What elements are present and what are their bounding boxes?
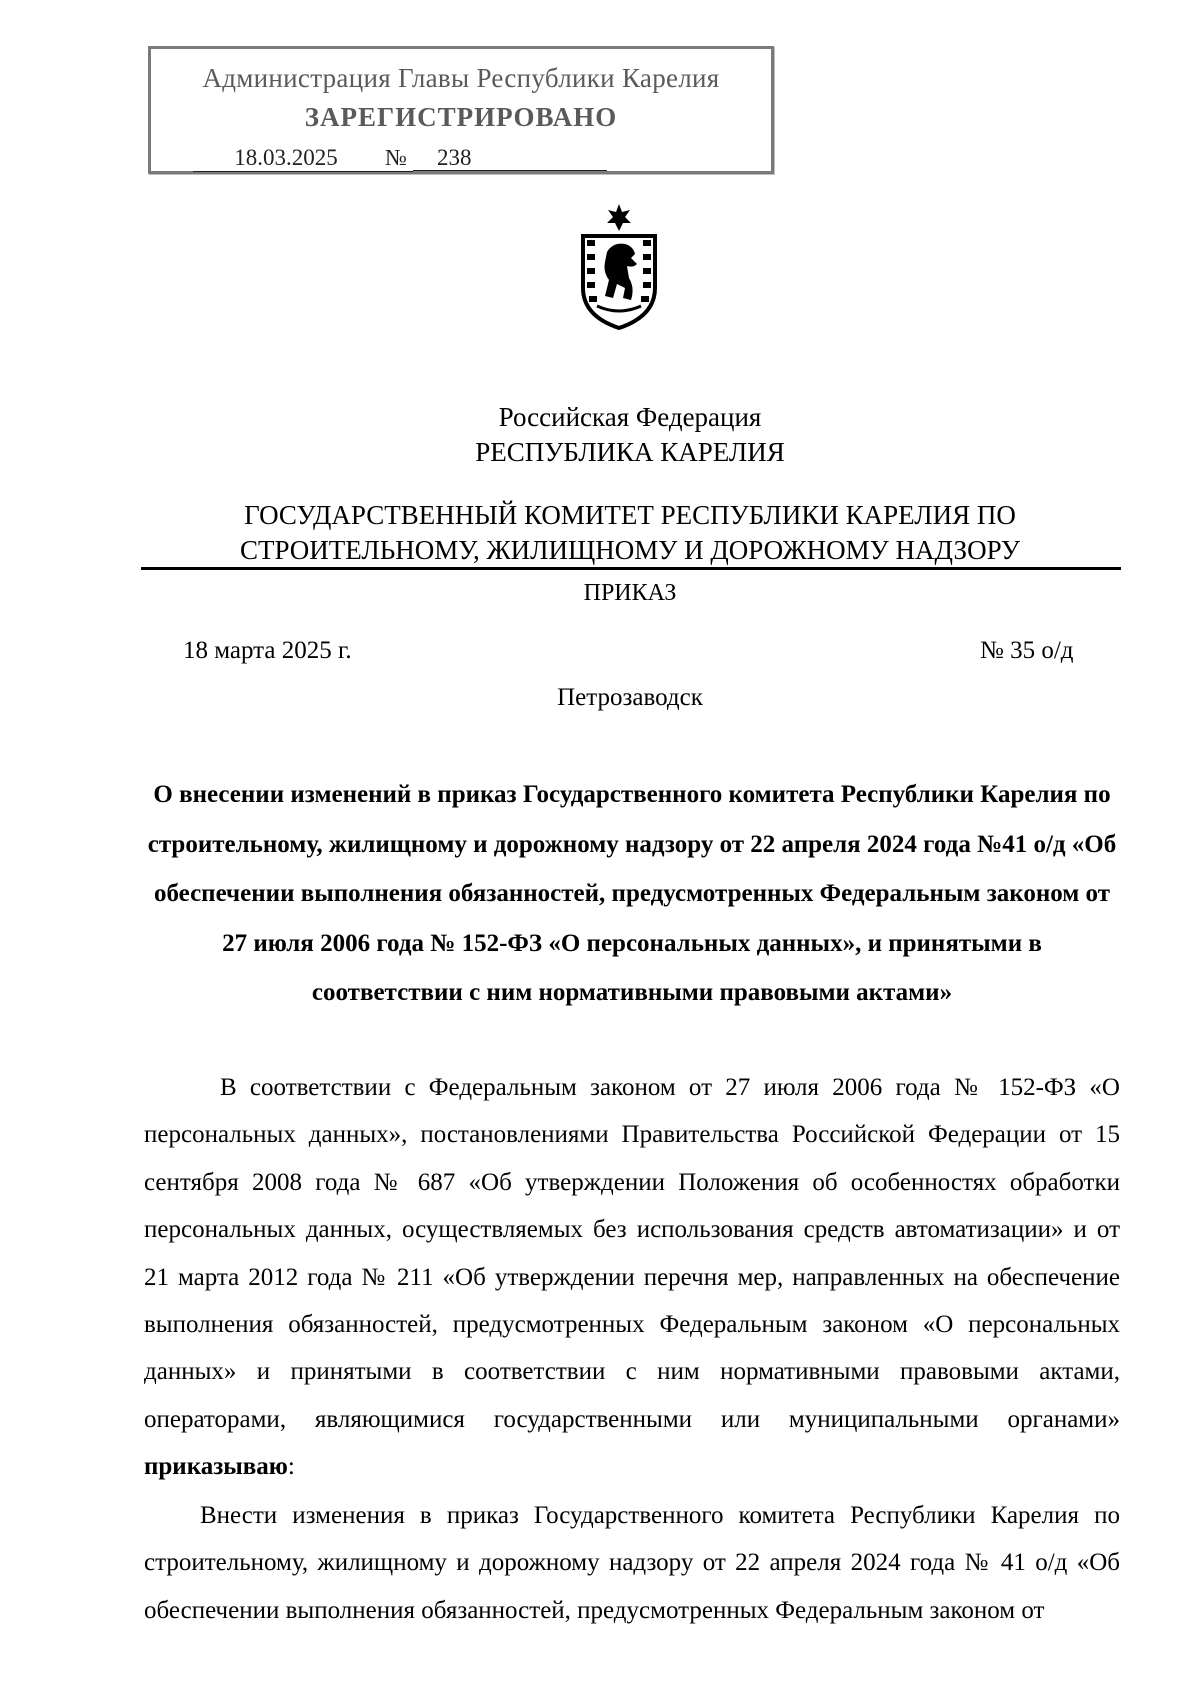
paragraph-1-end: : bbox=[287, 1453, 295, 1481]
stamp-registered-label: ЗАРЕГИСТРИРОВАНО bbox=[304, 102, 618, 132]
order-date: 18 марта 2025 г. bbox=[183, 637, 352, 664]
city-name: Петрозаводск bbox=[557, 684, 703, 711]
header-divider bbox=[141, 567, 1121, 570]
body-paragraph-1 bbox=[144, 1064, 1120, 1491]
stamp-organization: Администрация Главы Республики Карелия bbox=[202, 63, 720, 93]
stamp-number-label: № bbox=[379, 145, 413, 172]
republic-name: РЕСПУБЛИКА КАРЕЛИЯ bbox=[475, 437, 785, 467]
coat-of-arms-karelia-icon bbox=[573, 202, 665, 332]
committee-name-line1: ГОСУДАРСТВЕННЫЙ КОМИТЕТ РЕСПУБЛИКИ КАРЕЛИЯ ПО bbox=[244, 500, 1016, 530]
body-paragraph-2 bbox=[144, 1492, 1120, 1634]
order-title: О внесении изменений в приказ Государственного комитета Республики Карелия по строительному, жилищному и дорожному надзору от 22 апреля 2024 года №41 о/д «Об обеспечении выполнения обязанностей, предусмотренных Федеральным законом от 27 июля 2006 года № 152-ФЗ «О персональных данных», и принятыми в соответствии с ним нормативными правовыми актами» bbox=[147, 781, 1117, 1007]
paragraph-2-text: Внести изменения в приказ Государственного комитета Республики Карелия по строительному, жилищному и дорожному надзору от 22 апреля 2024 года № 41 о/д «Об обеспечении выполнения обязанностей, предусмотренных Федеральным законом от bbox=[144, 1502, 1120, 1624]
country-name: Российская Федерация bbox=[498, 402, 762, 432]
document-type: ПРИКАЗ bbox=[583, 580, 677, 606]
stamp-number: 238 bbox=[413, 145, 607, 171]
committee-name-line2: СТРОИТЕЛЬНОМУ, ЖИЛИЩНОМУ И ДОРОЖНОМУ НАДЗОРУ bbox=[239, 535, 1021, 565]
order-number: № 35 о/д bbox=[980, 637, 1074, 664]
registration-stamp bbox=[148, 46, 774, 174]
paragraph-1-text: В соответствии с Федеральным законом от 27 июля 2006 года № 152-ФЗ «О персональных данных», постановлениями Правительства Российской Федерации от 15 сентября 2008 года № 687 «Об утверждении Положения об особенностях обработки персональных данных, осуществляемых без использования средств автоматизации» и от 21 марта 2012 года № 211 «Об утверждении перечня мер, направленных на обеспечение выполнения обязанностей, предусмотренных Федеральным законом «О персональных данных» и принятыми в соответствии с ним нормативными правовыми актами, операторами, являющимися государственными или муниципальными органами» bbox=[144, 1074, 1120, 1433]
paragraph-1-bold-word: приказываю bbox=[144, 1453, 288, 1481]
stamp-date: 18.03.2025 bbox=[193, 145, 379, 172]
